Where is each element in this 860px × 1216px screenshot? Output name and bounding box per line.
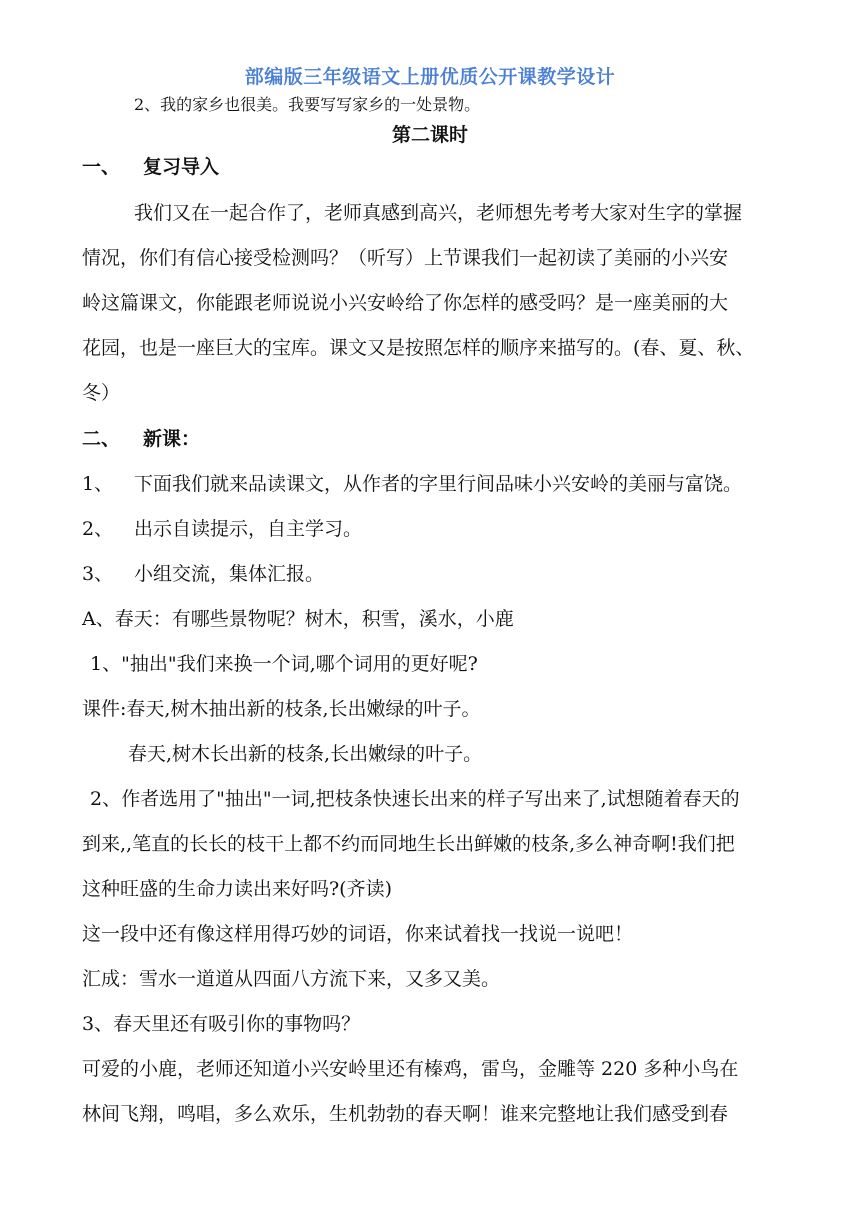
- section1-number: 一、: [82, 156, 121, 178]
- last-para-line-1: 可爱的小鹿，老师还知道小兴安岭里还有榛鸡，雷鸟，金雕等 220 多种小鸟在: [82, 1058, 739, 1080]
- step-2-number: 2、: [82, 518, 114, 540]
- step-3-number: 3、: [82, 563, 114, 585]
- spring-heading: A、春天：有哪些景物呢？树木，积雪，溪水，小鹿: [82, 608, 514, 630]
- para1-line-5: 冬）: [82, 382, 121, 404]
- question-3: 3、春天里还有吸引你的事物吗？: [82, 1013, 361, 1035]
- page-header: 部编版三年级语文上册优质公开课教学设计: [244, 66, 616, 88]
- find-words-line: 这一段中还有像这样用得巧妙的词语，你来试着找一找说一说吧！: [82, 923, 634, 945]
- para1-line-4: 花园，也是一座巨大的宝库。课文又是按照怎样的顺序来描写的。(春、夏、秋、: [82, 337, 755, 359]
- para1-line-3: 岭这篇课文，你能跟老师说说小兴安岭给了你怎样的感受吗？是一座美丽的大: [82, 292, 729, 314]
- courseware-line-2: 春天,树木长出新的枝条,长出嫩绿的叶子。: [128, 743, 483, 765]
- question-2-line-1: 2、作者选用了"抽出"一词,把枝条快速长出来的样子写出来了,试想随着春天的: [90, 788, 740, 810]
- section1-title: 复习导入: [143, 156, 220, 178]
- last-para-line-2: 林间飞翔，鸣唱，多么欢乐，生机勃勃的春天啊！谁来完整地让我们感受到春: [82, 1103, 729, 1125]
- lesson-title: 第二课时: [391, 124, 468, 146]
- courseware-line-1: 课件:春天,树木抽出新的枝条,长出嫩绿的叶子。: [82, 698, 481, 720]
- step-1-number: 1、: [82, 473, 114, 495]
- para1-line-2: 情况，你们有信心接受检测吗？（听写）上节课我们一起初读了美丽的小兴安: [82, 247, 729, 269]
- question-2-line-3: 这种旺盛的生命力读出来好吗?(齐读): [82, 878, 393, 900]
- question-1: 1、"抽出"我们来换一个词,哪个词用的更好呢?: [90, 653, 478, 675]
- question-2-line-2: 到来,,笔直的长长的枝干上都不约而同地生长出鲜嫩的枝条,多么神奇啊!我们把: [82, 833, 735, 855]
- section2-title: 新课：: [143, 428, 201, 450]
- step-3-text: 小组交流，集体汇报。: [134, 563, 325, 585]
- section2-number: 二、: [82, 428, 121, 450]
- para1-line-1: 我们又在一起合作了，老师真感到高兴，老师想先考考大家对生字的掌握: [134, 202, 743, 224]
- step-2-text: 出示自读提示，自主学习。: [134, 518, 363, 540]
- previous-item: 2、我的家乡也很美。我要写写家乡的一处景物。: [134, 95, 481, 114]
- step-1-text: 下面我们就来品读课文，从作者的字里行间品味小兴安岭的美丽与富饶。: [134, 473, 743, 495]
- huicheng-line: 汇成：雪水一道道从四面八方流下来，又多又美。: [82, 968, 501, 990]
